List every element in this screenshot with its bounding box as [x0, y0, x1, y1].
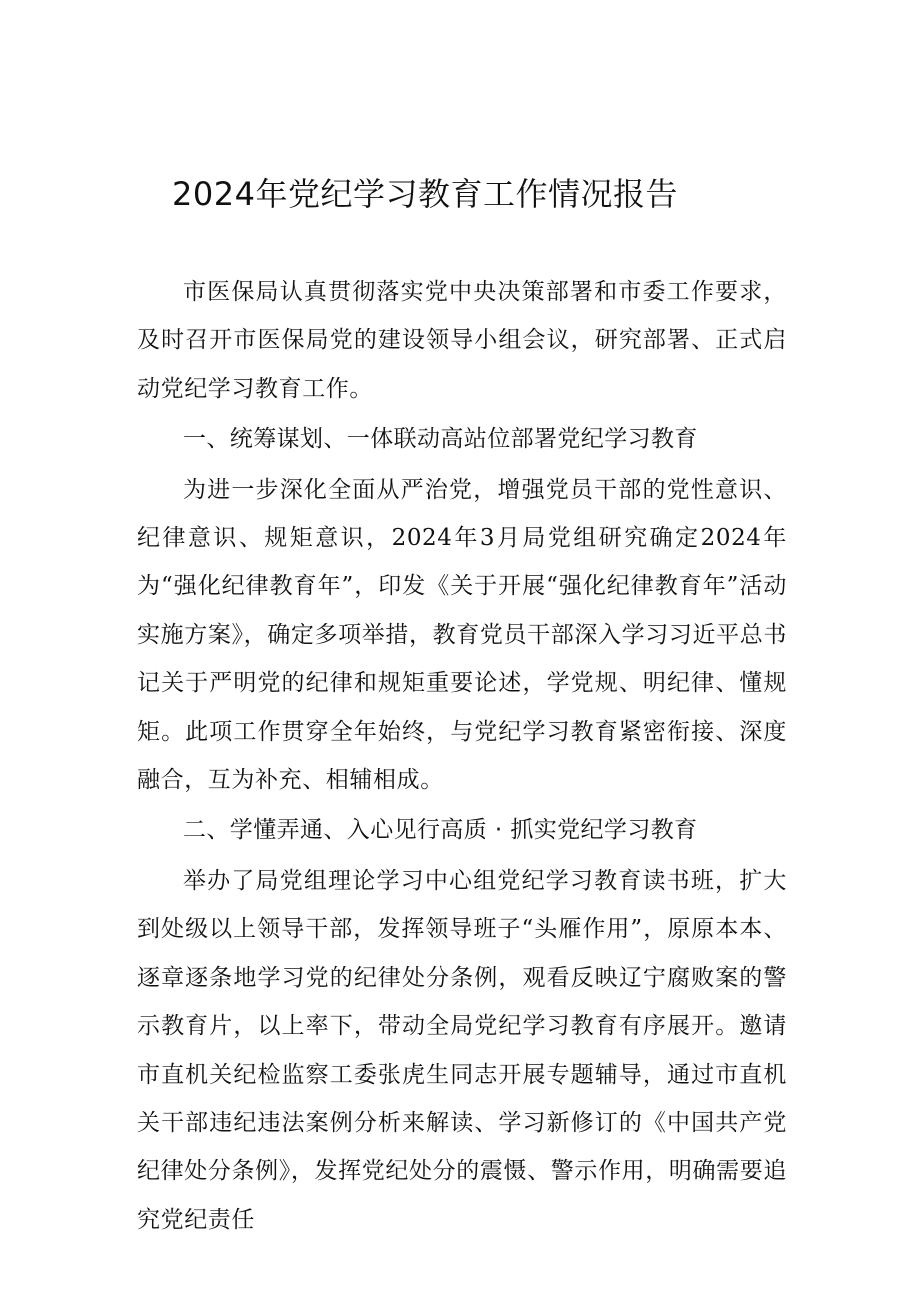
- intro-paragraph: 市医保局认真贯彻落实党中央决策部署和市委工作要求，及时召开市医保局党的建设领导小组会议，研究部署、正式启动党纪学习教育工作。: [137, 279, 787, 402]
- section-1-paragraph: 为进一步深化全面从严治党，增强党员干部的党性意识、纪律意识、规矩意识，2024年3月局党组研究确定2024年为“强化纪律教育年”，印发《关于开展“强化纪律教育年”活动实施方案》，确定多项举措，教育党员干部深入学习习近平总书记关于严明党的纪律和规矩重要论述，学党规、明纪律、懂规矩。此项工作贯穿全年始终，与党纪学习教育紧密衔接、深度融合，互为补充、相辅相成。: [137, 476, 787, 794]
- section-1-heading: 一、统筹谋划、一体联动高站位部署党纪学习教育: [183, 426, 698, 453]
- document-body: [137, 268, 787, 1244]
- section-2-paragraph: 举办了局党组理论学习中心组党纪学习教育读书班，扩大到处级以上领导干部，发挥领导班子“头雁作用”，原原本本、逐章逐条地学习党的纪律处分条例，观看反映辽宁腐败案的警示教育片，以上率下，带动全局党纪学习教育有序展开。邀请市直机关纪检监察工委张虎生同志开展专题辅导，通过市直机关干部违纪违法案例分析来解读、学习新修订的《中国共产党纪律处分条例》，发挥党纪处分的震慑、警示作用，明确需要追究党纪责任: [137, 867, 787, 1233]
- document-title: 2024年党纪学习教育工作情况报告: [172, 175, 678, 213]
- section-2-heading: 二、学懂弄通、入心见行高质 · 抓实党纪学习教育: [183, 817, 698, 844]
